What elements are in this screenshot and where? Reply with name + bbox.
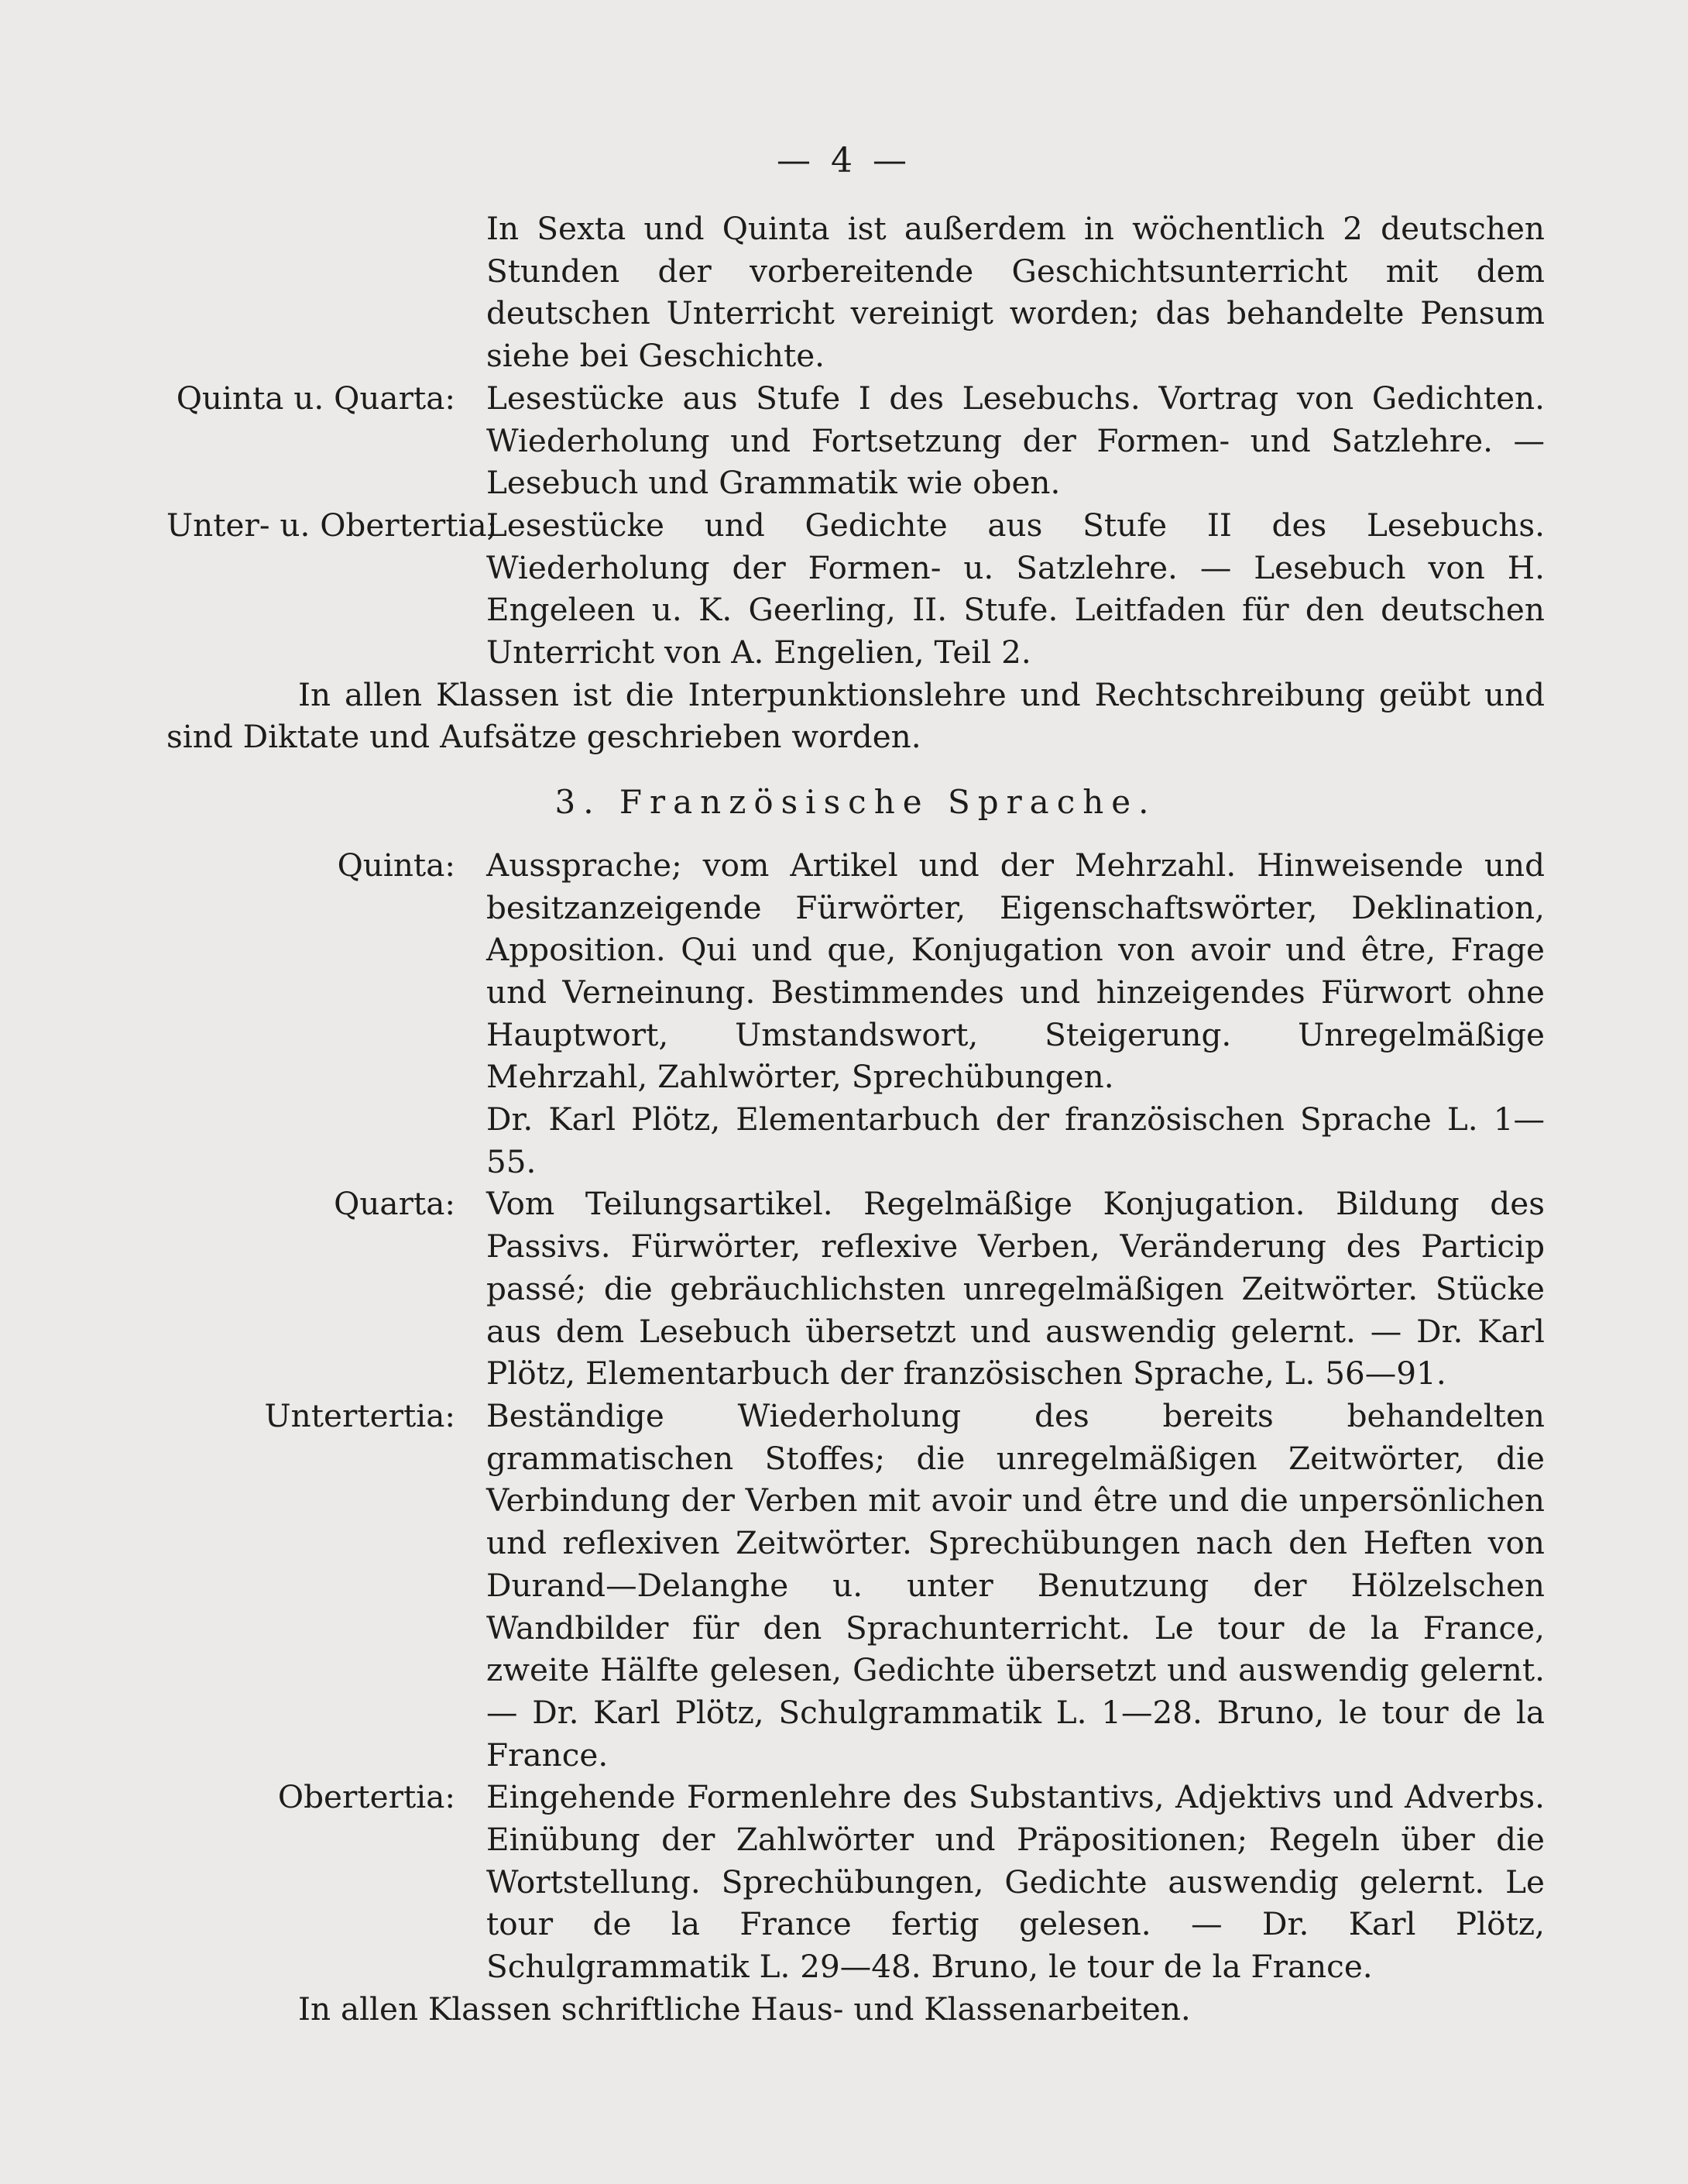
entry-text: Vom Teilungsartikel. Regelmäßige Konjugation. Bildung des Passivs. Fürwörter, reflexive Verben, Veränderung des Particip passé; die gebräuchlichsten unregelmäßigen Zeitwörter. Stücke aus dem Lesebuch übersetzt und auswendig gelernt. — Dr. Karl Plötz, Elementarbuch der französischen Sprache, L. 56—91. — [486, 1185, 1545, 1392]
entry-text: Eingehende Formenlehre des Substantivs, Adjektivs und Adverbs. Einübung der Zahlwörter und Präpositionen; Regeln über die Wortstellung. Sprechübungen, Gedichte auswendig gelernt. Le tour de la France fertig gelesen. — Dr. Karl Plötz, Schulgrammatik L. 29—48. Bruno, le tour de la France. — [486, 1778, 1545, 1986]
entry-label: Quinta: — [337, 846, 455, 884]
entry-text: Lesestücke und Gedichte aus Stufe II des Lesebuchs. Wiederholung der Formen- u. Satzlehre. — Lesebuch von H. Engeleen u. K. Geerling, II. Stufe. Leitfaden für den deutschen Unterricht von A. Engelien, Teil 2. — [486, 506, 1545, 671]
entry-unter-obertertia — [166, 504, 1545, 674]
entry-french-untertertia — [166, 1395, 1545, 1776]
entry-label: Quarta: — [334, 1185, 455, 1223]
entry-french-quinta — [166, 844, 1545, 1183]
german-intro-paragraph: In Sexta und Quinta ist außerdem in wöchentlich 2 deutschen Stunden der vorbereitende Geschichtsunterricht mit dem deutschen Unterricht vereinigt worden; das behandelte Pensum siehe bei Geschichte. — [486, 210, 1545, 375]
section-heading-french: 3. Französische Sprache. — [554, 783, 1157, 822]
page-number: — 4 — — [777, 141, 911, 180]
entry-quinta-quarta — [166, 377, 1545, 504]
entry-text: Beständige Wiederholung des bereits behandelten grammatischen Stoffes; die unregelmäßigen Zeitwörter, die Verbindung der Verben mit avoir und être und die unpersönlichen und reflexiven Zeitwörter. Sprechübungen nach den Heften von Durand—Delanghe u. unter Benutzung der Hölzelschen Wandbilder für den Sprachunterricht. Le tour de la France, zweite Hälfte gelesen, Gedichte übersetzt und auswendig gelernt. — Dr. Karl Plötz, Schulgrammatik L. 1—28. Bruno, le tour de la France. — [486, 1396, 1545, 1774]
entry-label: Untertertia: — [264, 1396, 455, 1434]
entry-french-quarta — [166, 1183, 1545, 1395]
entry-label: Obertertia: — [277, 1778, 455, 1816]
german-closing-paragraph: In allen Klassen ist die Interpunktionslehre und Rechtschreibung geübt und sind Diktate und Aufsätze geschrieben worden. — [166, 675, 1545, 756]
entry-text: Lesestücke aus Stufe I des Lesebuchs. Vortrag von Gedichten. Wiederholung und Fortsetzung der Formen- und Satzlehre. — Lesebuch und Grammatik wie oben. — [486, 379, 1545, 502]
entry-label: Quinta u. Quarta: — [176, 379, 455, 417]
entry-french-obertertia — [166, 1776, 1545, 1988]
entry-body — [486, 844, 1545, 1183]
french-closing-paragraph: In allen Klassen schriftliche Haus- und Klassenarbeiten. — [298, 1990, 1191, 2028]
entry-textbook: Dr. Karl Plötz, Elementarbuch der französischen Sprache L. 1—55. — [486, 1101, 1545, 1180]
entry-text: Aussprache; vom Artikel und der Mehrzahl. Hinweisende und besitzanzeigende Fürwörter, Eigenschaftswörter, Deklination, Apposition. Qui und que, Konjugation von avoir und être, Frage und Verneinung. Bestimmendes und hinzeigendes Fürwort ohne Hauptwort, Umstandswort, Steigerung. Unregelmäßige Mehrzahl, Zahlwörter, Sprechübungen. — [486, 846, 1545, 1096]
entry-label: Unter- u. Obertertia; — [166, 506, 498, 544]
page-content — [166, 208, 1545, 2031]
